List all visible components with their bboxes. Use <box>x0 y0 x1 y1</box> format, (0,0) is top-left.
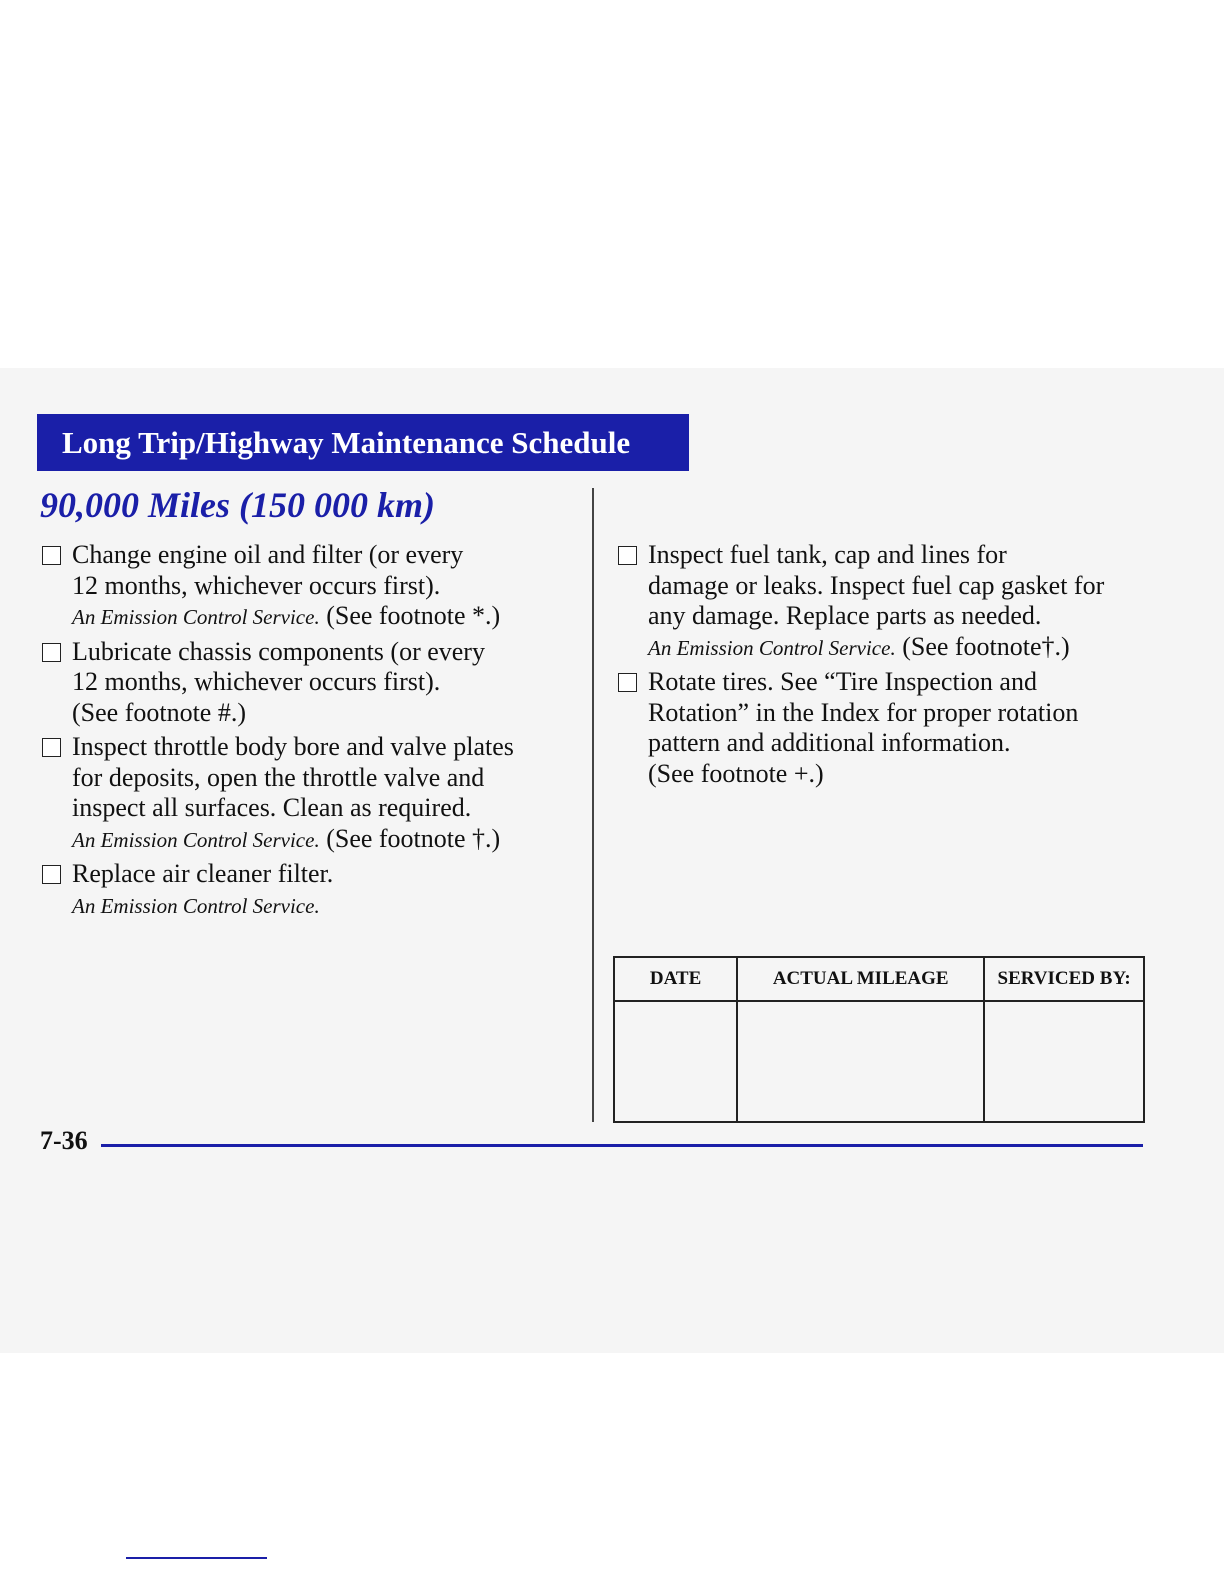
checklist-item-fuel-tank: Inspect fuel tank, cap and lines for damage or leaks. Inspect fuel cap gasket for any damage. Replace parts as needed. An Emission Control Service. (See footnote†.) <box>616 540 1161 663</box>
footer-rule <box>101 1144 1143 1147</box>
emission-note: An Emission Control Service. <box>72 893 320 918</box>
emission-note: An Emission Control Service. <box>72 605 320 629</box>
column-header-date: DATE <box>614 957 737 1001</box>
column-header-actual-mileage: ACTUAL MILEAGE <box>737 957 984 1001</box>
checklist-item-throttle-body: Inspect throttle body bore and valve plates for deposits, open the throttle valve and inspect all surfaces. Clean as required. An Emission Control Service. (See footnote †.) <box>40 732 570 855</box>
table-row <box>614 1001 1144 1122</box>
checkbox[interactable] <box>618 546 637 565</box>
section-title-bar: Long Trip/Highway Maintenance Schedule <box>37 414 689 471</box>
emission-note: An Emission Control Service. <box>648 635 896 660</box>
service-log-table <box>613 956 1145 1123</box>
mileage-heading: 90,000 Miles (150 000 km) <box>40 485 435 525</box>
checkbox[interactable] <box>42 643 61 662</box>
checklist-item-air-filter: Replace air cleaner filter. An Emission Control Service. <box>40 859 570 921</box>
right-column <box>616 540 1161 793</box>
checkbox[interactable] <box>42 865 61 884</box>
footnote-ref: (See footnote *.) <box>326 601 501 630</box>
left-column <box>40 540 570 925</box>
column-header-serviced-by: SERVICED BY: <box>984 957 1144 1001</box>
checkbox[interactable] <box>42 546 61 565</box>
serviced-by-cell[interactable] <box>984 1001 1144 1122</box>
table-header-row <box>614 957 1144 1001</box>
footnote-ref: (See footnote†.) <box>902 631 1070 661</box>
column-divider <box>592 488 594 1122</box>
bottom-rule <box>126 1557 267 1559</box>
footnote-ref: (See footnote †.) <box>326 823 501 853</box>
checkbox[interactable] <box>42 738 61 757</box>
page-number: 7-36 <box>40 1126 88 1155</box>
date-cell[interactable] <box>614 1001 737 1122</box>
emission-note: An Emission Control Service. <box>72 827 320 852</box>
checklist-item-tire-rotation: Rotate tires. See “Tire Inspection and Rotation” in the Index for proper rotation pattern and additional information. (See footnote +.) <box>616 667 1161 789</box>
checklist-item-chassis-lube: Lubricate chassis components (or every 12 months, whichever occurs first). (See footnote #.) <box>40 637 570 729</box>
checkbox[interactable] <box>618 673 637 692</box>
actual-mileage-cell[interactable] <box>737 1001 984 1122</box>
checklist-item-oil-change: Change engine oil and filter (or every 12 months, whichever occurs first). An Emission Control Service. (See footnote *.) <box>40 540 570 633</box>
